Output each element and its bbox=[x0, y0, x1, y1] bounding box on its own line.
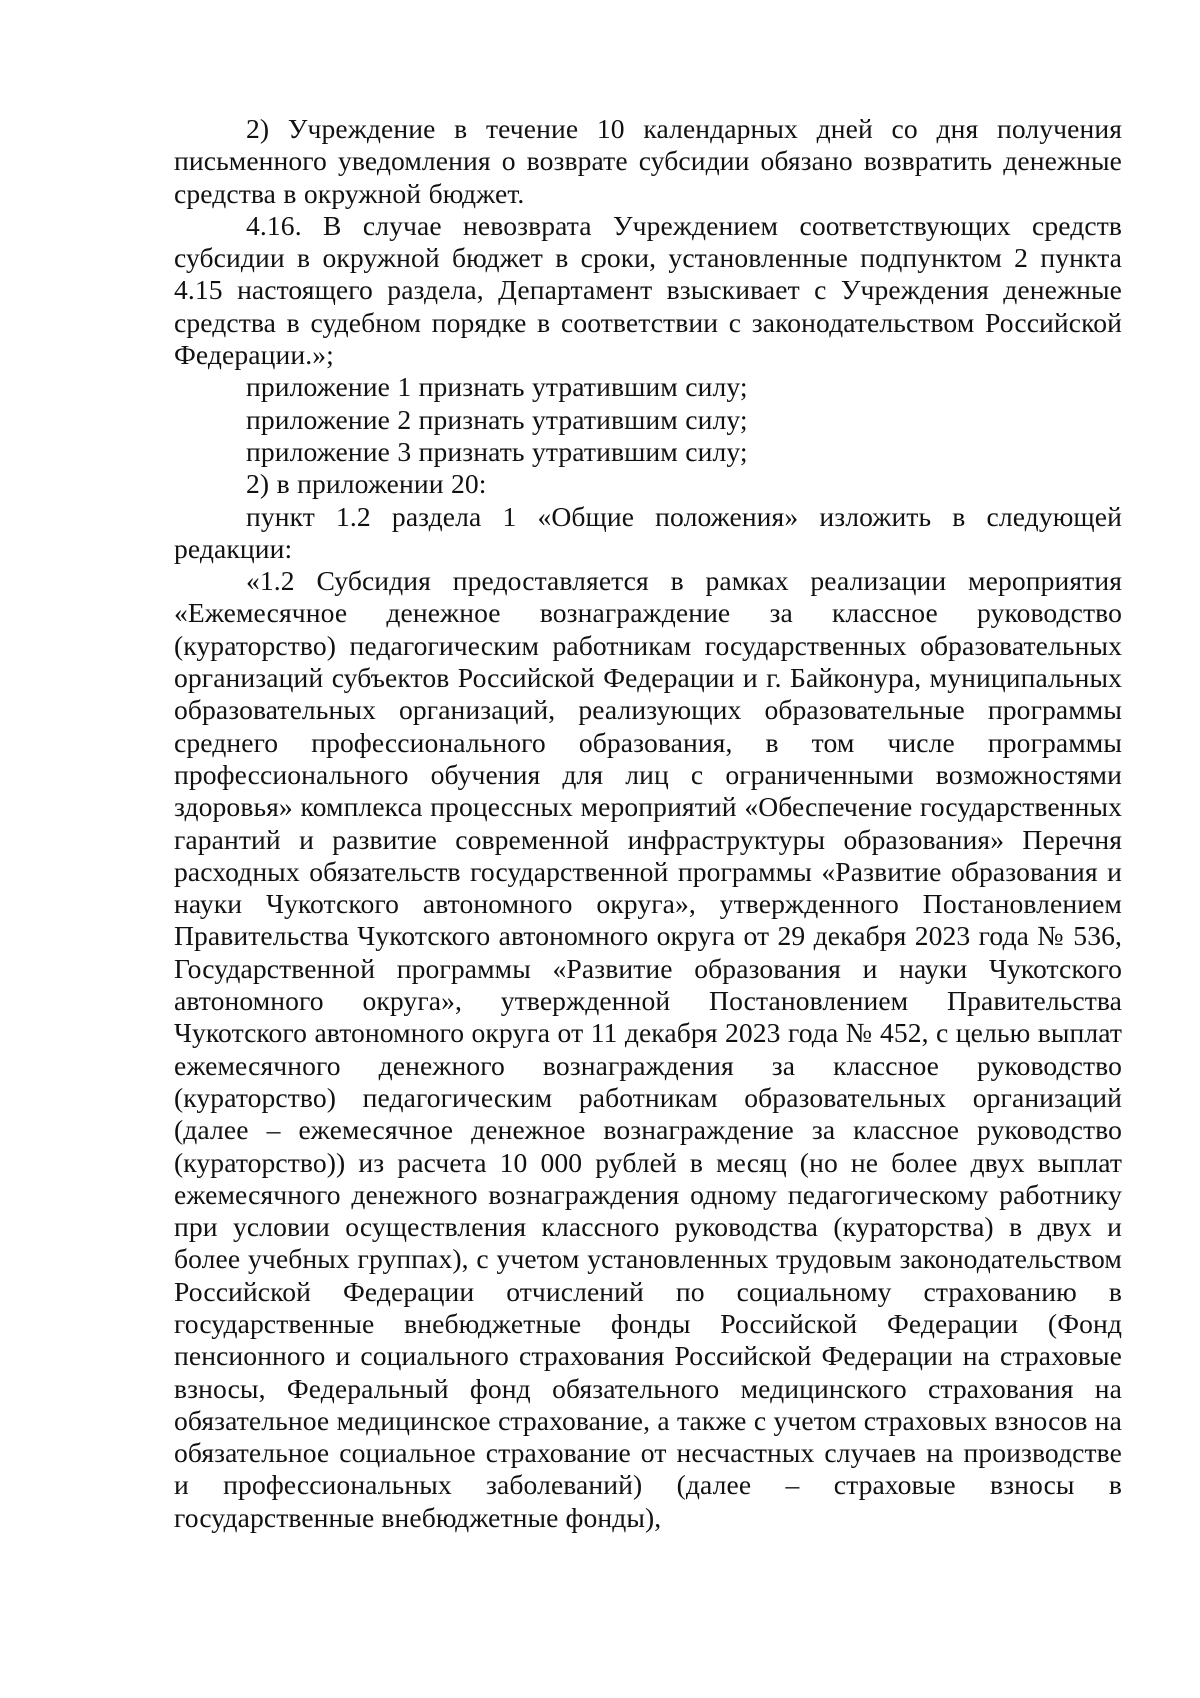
paragraph-point-1-2-instruction: пункт 1.2 раздела 1 «Общие положения» изложить в следующей редакции: bbox=[174, 500, 1122, 564]
paragraph-4-16-recovery: 4.16. В случае невозврата Учреждением соответствующих средств субсидии в окружной бюджет в сроки, установленные подпунктом 2 пункта 4.15 настоящего раздела, Департамент взыскивает с Учреждения денежные средства в судебном порядке в соответствии с законодательством Российской Федерации.»; bbox=[174, 209, 1122, 371]
paragraph-refund-deadline: 2) Учреждение в течение 10 календарных дней со дня получения письменного уведомления о возврате субсидии обязано возвратить денежные средства в окружной бюджет. bbox=[174, 113, 1122, 209]
paragraph-annex-20-heading: 2) в приложении 20: bbox=[246, 468, 487, 500]
paragraph-annex-3-void: приложение 3 признать утратившим силу; bbox=[246, 435, 748, 467]
paragraph-annex-1-void: приложение 1 признать утратившим силу; bbox=[246, 371, 748, 403]
document-page bbox=[174, 113, 1122, 1534]
paragraph-point-1-2-text: «1.2 Субсидия предоставляется в рамках реализации мероприятия «Ежемесячное денежное вознаграждение за классное руководство (кураторство) педагогическим работникам государственных образовательных организаций субъектов Российской Федерации и г. Байконура, муниципальных образовательных организаций, реализующих образовательные программы среднего профессионального образования, в том числе программы профессионального обучения для лиц с ограниченными возможностями здоровья» комплекса процессных мероприятий «Обеспечение государственных гарантий и развитие современной инфраструктуры образования» Перечня расходных обязательств государственной программы «Развитие образования и науки Чукотского автономного округа», утвержденного Постановлением Правительства Чукотского автономного округа от 29 декабря 2023 года № 536, Государственной программы «Развитие образования и науки Чукотского автономного округа», утвержденной Постановлением Правительства Чукотского автономного округа от 11 декабря 2023 года № 452, с целью выплат ежемесячного денежного вознаграждения за классное руководство (кураторство) педагогическим работникам образовательных организаций (далее – ежемесячное денежное вознаграждение за классное руководство (кураторство)) из расчета 10 000 рублей в месяц (но не более двух выплат ежемесячного денежного вознаграждения одному педагогическому работнику при условии осуществления классного руководства (кураторства) в двух и более учебных группах), с учетом установленных трудовым законодательством Российской Федерации отчислений по социальному страхованию в государственные внебюджетные фонды Российской Федерации (Фонд пенсионного и социального страхования Российской Федерации на страховые взносы, Федеральный фонд обязательного медицинского страхования на обязательное медицинское страхование, а также с учетом страховых взносов на обязательное социальное страхование от несчастных случаев на производстве и профессиональных заболеваний) (далее – страховые взносы в государственные внебюджетные фонды), bbox=[174, 565, 1122, 1533]
paragraph-annex-2-void: приложение 2 признать утратившим силу; bbox=[246, 403, 748, 435]
